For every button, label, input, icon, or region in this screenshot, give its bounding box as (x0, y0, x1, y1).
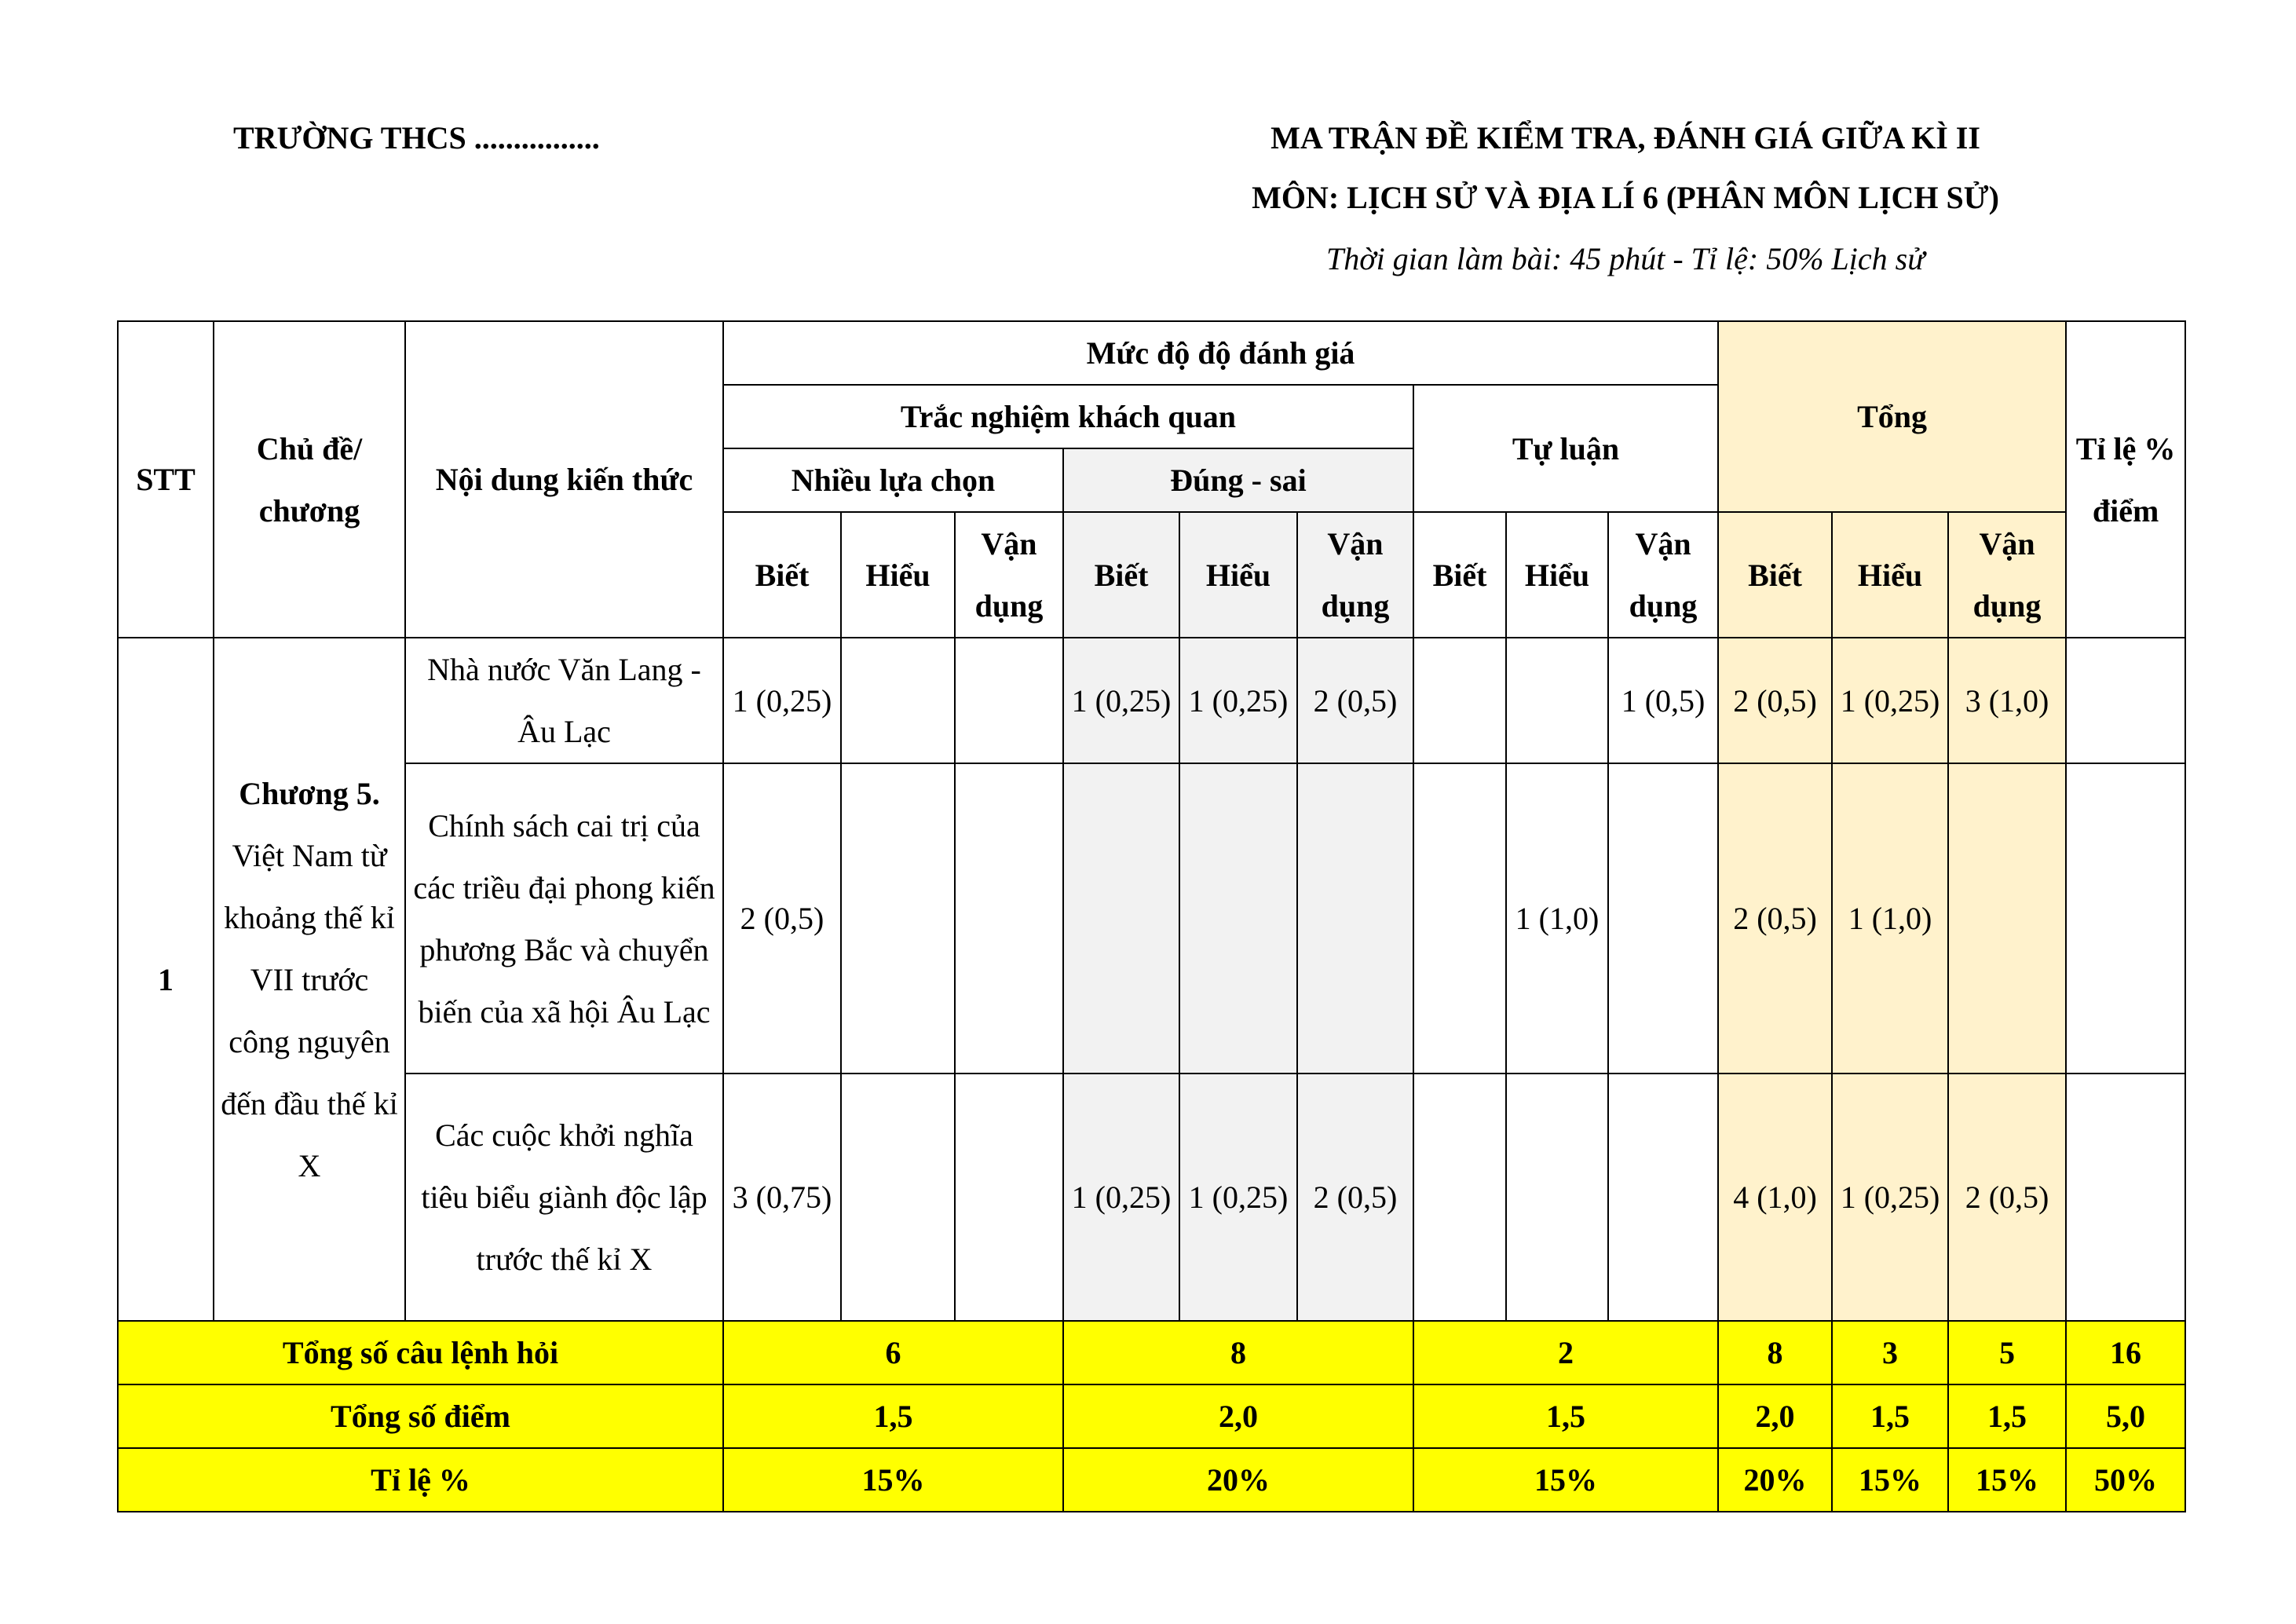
data-cell (1608, 1074, 1718, 1321)
header-hieu: Hiểu (1506, 512, 1608, 638)
data-cell: 1 (0,25) (723, 638, 841, 763)
content-cell: Các cuộc khởi nghĩa tiêu biểu giành độc lập trước thế kỉ X (405, 1074, 723, 1321)
summary-label: Tổng số câu lệnh hỏi (118, 1321, 723, 1384)
summary-cell: 2 (1413, 1321, 1718, 1384)
stt-cell: 1 (118, 638, 214, 1321)
data-cell: 2 (0,5) (1948, 1074, 2066, 1321)
data-cell: 4 (1,0) (1718, 1074, 1832, 1321)
header-muc-do: Mức độ độ đánh giá (723, 321, 1718, 385)
data-cell: 1 (0,25) (1832, 1074, 1948, 1321)
data-cell: 2 (0,5) (1718, 763, 1832, 1074)
summary-cell: 8 (1063, 1321, 1413, 1384)
header-biet: Biết (723, 512, 841, 638)
table-row (118, 638, 2185, 763)
header-stt: STT (118, 321, 214, 638)
summary-cell: 15% (723, 1448, 1063, 1512)
data-cell: 1 (1,0) (1832, 763, 1948, 1074)
data-cell: 2 (0,5) (1297, 638, 1413, 763)
header-tong: Tổng (1718, 321, 2066, 512)
chapter-number: Chương 5. (239, 775, 380, 811)
summary-cell: 16 (2066, 1321, 2185, 1384)
content-cell: Chính sách cai trị của các triều đại phong kiến phương Bắc và chuyển biến của xã hội Âu Lạc (405, 763, 723, 1074)
summary-cell: 5,0 (2066, 1384, 2185, 1448)
data-cell: 1 (1,0) (1506, 763, 1608, 1074)
header-biet: Biết (1063, 512, 1179, 638)
header-van-dung: Vận dụng (955, 512, 1063, 638)
summary-cell: 2,0 (1063, 1384, 1413, 1448)
summary-row (118, 1448, 2185, 1512)
summary-cell: 50% (2066, 1448, 2185, 1512)
summary-cell: 2,0 (1718, 1384, 1832, 1448)
data-cell (1506, 1074, 1608, 1321)
data-cell (1413, 763, 1506, 1074)
summary-cell: 20% (1718, 1448, 1832, 1512)
header-tnkq: Trắc nghiệm khách quan (723, 385, 1413, 448)
data-cell (841, 638, 955, 763)
summary-cell: 1,5 (723, 1384, 1063, 1448)
data-cell (955, 638, 1063, 763)
summary-label: Tỉ lệ % (118, 1448, 723, 1512)
data-cell (1063, 763, 1179, 1074)
data-cell (2066, 1074, 2185, 1321)
data-cell: 3 (1,0) (1948, 638, 2066, 763)
data-cell (2066, 763, 2185, 1074)
header-noi-dung: Nội dung kiến thức (405, 321, 723, 638)
chapter-cell (214, 638, 405, 1321)
header-hieu: Hiểu (1179, 512, 1297, 638)
content-cell: Nhà nước Văn Lang - Âu Lạc (405, 638, 723, 763)
summary-cell: 20% (1063, 1448, 1413, 1512)
data-cell: 3 (0,75) (723, 1074, 841, 1321)
header-biet: Biết (1718, 512, 1832, 638)
exam-duration: Thời gian làm bài: 45 phút - Tỉ lệ: 50% Lịch sử (1325, 241, 1925, 276)
summary-cell: 15% (1948, 1448, 2066, 1512)
data-cell: 1 (0,5) (1608, 638, 1718, 763)
header-van-dung: Vận dụng (1948, 512, 2066, 638)
data-cell (1179, 763, 1297, 1074)
subject-title: MÔN: LỊCH SỬ VÀ ĐỊA LÍ 6 (PHÂN MÔN LỊCH SỬ) (1252, 180, 1999, 215)
data-cell (2066, 638, 2185, 763)
header-dung-sai: Đúng - sai (1063, 448, 1413, 512)
data-cell: 1 (0,25) (1063, 638, 1179, 763)
summary-row (118, 1384, 2185, 1448)
data-cell (841, 1074, 955, 1321)
data-cell: 1 (0,25) (1832, 638, 1948, 763)
data-cell (1413, 638, 1506, 763)
data-cell: 1 (0,25) (1179, 1074, 1297, 1321)
summary-row (118, 1321, 2185, 1384)
summary-cell: 8 (1718, 1321, 1832, 1384)
data-cell: 2 (0,5) (1718, 638, 1832, 763)
header-biet: Biết (1413, 512, 1506, 638)
data-cell: 2 (0,5) (1297, 1074, 1413, 1321)
summary-cell: 1,5 (1948, 1384, 2066, 1448)
data-cell (1608, 763, 1718, 1074)
summary-label: Tổng số điểm (118, 1384, 723, 1448)
header-van-dung: Vận dụng (1608, 512, 1718, 638)
header-chu-de: Chủ đề/ chương (214, 321, 405, 638)
table-row (118, 763, 2185, 1074)
data-cell (1297, 763, 1413, 1074)
data-cell (955, 763, 1063, 1074)
data-cell (1506, 638, 1608, 763)
data-cell: 2 (0,5) (723, 763, 841, 1074)
summary-cell: 6 (723, 1321, 1063, 1384)
school-name: TRƯỜNG THCS ................ (233, 120, 600, 155)
data-cell (1413, 1074, 1506, 1321)
summary-cell: 15% (1832, 1448, 1948, 1512)
header-ti-le: Tỉ lệ % điểm (2066, 321, 2185, 638)
header-nhieu-lua-chon: Nhiều lựa chọn (723, 448, 1063, 512)
document-title: MA TRẬN ĐỀ KIỂM TRA, ĐÁNH GIÁ GIỮA KÌ II (1270, 120, 1980, 155)
chapter-title: Việt Nam từ khoảng thế kỉ VII trước công nguyên đến đầu thế kỉ X (221, 837, 398, 1183)
header-hieu: Hiểu (841, 512, 955, 638)
summary-cell: 5 (1948, 1321, 2066, 1384)
summary-cell: 1,5 (1413, 1384, 1718, 1448)
matrix-table (117, 320, 2186, 1512)
header-van-dung: Vận dụng (1297, 512, 1413, 638)
header-hieu: Hiểu (1832, 512, 1948, 638)
header-tu-luan: Tự luận (1413, 385, 1718, 512)
data-cell (955, 1074, 1063, 1321)
data-cell (841, 763, 955, 1074)
data-cell: 1 (0,25) (1179, 638, 1297, 763)
summary-cell: 3 (1832, 1321, 1948, 1384)
table-row (118, 1074, 2185, 1321)
summary-cell: 1,5 (1832, 1384, 1948, 1448)
data-cell: 1 (0,25) (1063, 1074, 1179, 1321)
summary-cell: 15% (1413, 1448, 1718, 1512)
data-cell (1948, 763, 2066, 1074)
